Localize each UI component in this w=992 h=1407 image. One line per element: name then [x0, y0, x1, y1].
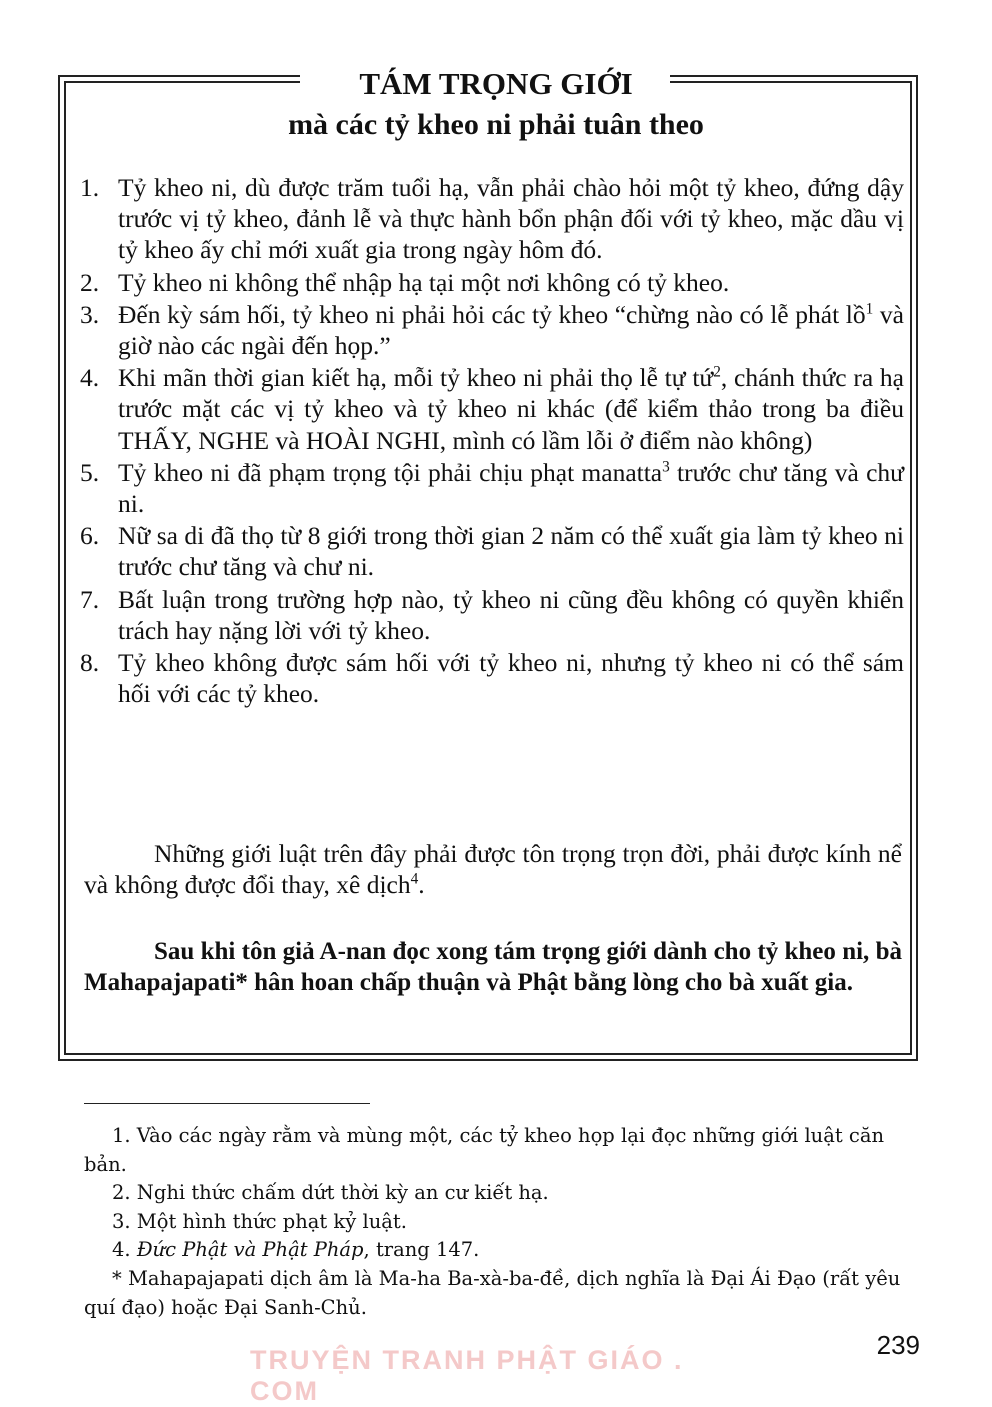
footnote-4-title: Đức Phật và Phật Pháp [136, 1238, 364, 1262]
item-number: 6. [80, 521, 100, 551]
item-number: 4. [80, 363, 100, 393]
rules-list [80, 172, 904, 710]
item-number: 3. [80, 299, 100, 329]
closing-paragraph [84, 838, 902, 900]
item-text: Tỷ kheo không được sám hối với tỷ kheo ni, nhưng tỷ kheo ni có thể sám hối với các tỷ kheo. [118, 648, 904, 709]
item-number: 2. [80, 267, 100, 297]
item-text-cont: , chánh thức ra hạ trước mặt các vị tỷ kheo và tỷ kheo ni khác (để kiểm thảo trong ba điều THẤY, NGHE và HOÀI NGHI, mình có lầm lỗi ở điểm nào không) [118, 363, 904, 455]
footnote-4 [84, 1236, 902, 1265]
item-text: Tỷ kheo ni, dù được trăm tuổi hạ, vẫn phải chào hỏi một tỷ kheo, đứng dậy trước vị tỷ kheo, đảnh lễ và thực hành bổn phận đối với tỷ kheo, mặc dầu vị tỷ kheo ấy chỉ mới xuất gia trong ngày hôm đó. [118, 173, 904, 265]
list-item [80, 520, 904, 582]
list-item [80, 584, 904, 646]
footnote-1: 1. Vào các ngày rằm và mùng một, các tỷ kheo họp lại đọc những giới luật căn bản. [84, 1124, 885, 1176]
item-text-cont: và giờ nào các ngài đến họp.” [118, 299, 904, 361]
footnote-divider [84, 1103, 370, 1104]
item-number: 7. [80, 584, 100, 614]
item-number: 5. [80, 457, 100, 487]
list-item [80, 362, 904, 456]
item-text: Bất luận trong trường hợp nào, tỷ kheo ni cũng đều không có quyền khiển trách hay nặng lời với tỷ kheo. [118, 584, 904, 645]
list-item [80, 457, 904, 519]
footnote-star: * Mahapajapati dịch âm là Ma-ha Ba-xà-ba-đề, dịch nghĩa là Đại Ái Đạo (rất yêu quí đạo) hoặc Đại Sanh-Chủ. [84, 1266, 901, 1319]
footnote-3: 3. Một hình thức phạt kỷ luật. [112, 1209, 407, 1233]
item-text: Khi mãn thời gian kiết hạ, mỗi tỷ kheo ni phải thọ lễ tự tứ [118, 363, 714, 393]
footnote-ref: 2 [713, 363, 721, 381]
list-item [80, 299, 904, 361]
footnote-4-rest: , trang 147. [363, 1238, 480, 1262]
item-text: Nữ sa di đã thọ từ 8 giới trong thời gian 2 năm có thể xuất gia làm tỷ kheo ni trước chư tăng và chư ni. [118, 521, 904, 582]
item-text: Tỷ kheo ni không thể nhập hạ tại một nơi không có tỷ kheo. [118, 267, 730, 297]
footnotes [84, 1122, 902, 1322]
watermark: TRUYỆN TRANH PHẬT GIÁO . COM [250, 1345, 684, 1406]
item-number: 1. [80, 173, 100, 202]
list-item [80, 647, 904, 709]
conclusion-paragraph: Sau khi tôn giả A-nan đọc xong tám trọng giới dành cho tỷ kheo ni, bà Mahapajapati* hân hoan chấp thuận và Phật bằng lòng cho bà xuất gia. [84, 938, 902, 996]
page-number: 239 [876, 1330, 920, 1360]
list-item [80, 267, 904, 298]
item-text: Tỷ kheo ni đã phạm trọng tội phải chịu phạt manatta [118, 457, 663, 487]
footnote-2: 2. Nghi thức chấm dứt thời kỳ an cư kiết hạ. [112, 1181, 549, 1205]
closing-text: Những giới luật trên đây phải được tôn trọng trọn đời, phải được kính nể và không được đổi thay, xê dịch [84, 839, 902, 899]
footnote-ref: 4 [410, 870, 419, 888]
list-item [80, 172, 904, 266]
closing-end: . [418, 870, 425, 899]
item-number: 8. [80, 648, 100, 678]
footnote-ref: 1 [865, 300, 874, 318]
page-subtitle: mà các tỷ kheo ni phải tuân theo [288, 108, 704, 141]
footnote-4-num: 4. [112, 1238, 137, 1262]
item-text-cont: trước chư tăng và chư ni. [118, 457, 904, 519]
page-title: TÁM TRỌNG GIỚI [359, 66, 633, 101]
footnote-ref: 3 [662, 458, 670, 476]
item-text: Đến kỳ sám hối, tỷ kheo ni phải hỏi các tỷ kheo “chừng nào có lễ phát lồ [118, 299, 866, 329]
